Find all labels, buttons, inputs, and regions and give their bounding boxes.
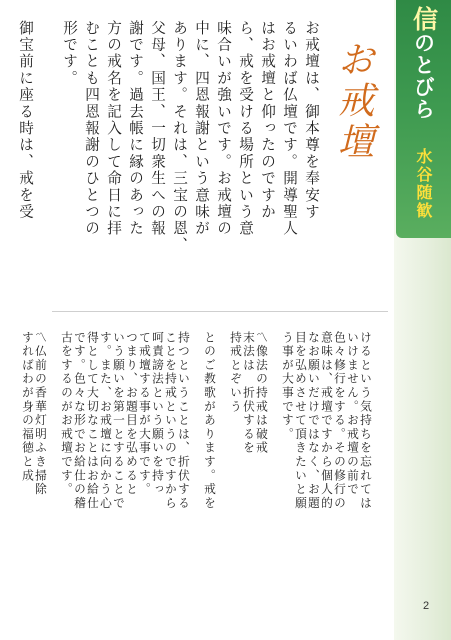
- lower-column: 意味は、戒壇ですから個人的: [320, 331, 334, 511]
- section-divider: [52, 311, 388, 312]
- lower-column: とのご教歌があります。戒を: [203, 331, 217, 511]
- lower-column: なお願いだけではなく、お題: [307, 331, 321, 511]
- author-name: 水谷随歓: [414, 148, 433, 220]
- lower-column: う事が大事です。: [281, 331, 295, 442]
- upper-column: 形です。: [61, 20, 78, 87]
- upper-column: 中に、四恩報謝という意味が: [193, 20, 210, 238]
- lower-column: ことを持戒というのですから: [164, 331, 178, 511]
- lower-column: 得として大切なことはお給仕: [86, 331, 100, 511]
- lower-column: つまり、お題目を弘めると: [125, 331, 139, 497]
- poem-line: すればわが身の福徳と成: [21, 331, 35, 483]
- lower-column: けるという気持ちを忘れては: [359, 331, 373, 511]
- upper-column: 方の戒名を記入して命日に拝: [105, 20, 122, 238]
- lower-column: 目を弘めさせて頂きたいと願: [294, 331, 308, 511]
- lower-column: 色々修行をする。その修行の: [333, 331, 347, 511]
- article-title: お戒壇: [331, 40, 374, 163]
- lower-column: です。色々な形でお給仕の稽: [73, 331, 87, 511]
- upper-column: 味合いが強いです。お戒壇の: [215, 20, 232, 238]
- lower-column: 呵責謗法という願いを持っ: [151, 331, 165, 497]
- lower-column: いけません。お戒壇の前で: [346, 331, 360, 497]
- poem-line: 〽像法の持戒は破戒: [255, 331, 269, 456]
- lower-column: す。また、お戒壇に向かう心: [99, 331, 113, 511]
- poem-line: 末法は 折伏するを: [242, 331, 256, 456]
- series-title: [396, 6, 451, 126]
- upper-column: むことも四恩報謝のひとつの: [83, 20, 100, 238]
- lower-column: 持つということは、折伏する: [177, 331, 191, 511]
- upper-column: るいわば仏壇です。開導聖人: [281, 20, 298, 238]
- lower-column: 古をするのがお戒壇です。: [60, 331, 74, 497]
- upper-column: ら、戒を受ける場所という意: [237, 20, 254, 238]
- lower-column: いう願いを第一とすることで: [112, 331, 126, 511]
- upper-column: お戒壇は、御本尊を奉安す: [303, 20, 320, 221]
- upper-column: 謝です。過去帳に縁のあった: [127, 20, 144, 238]
- series-title-initial: 信: [409, 6, 439, 32]
- series-title-rest: のとびら: [411, 32, 436, 120]
- upper-column: あります。それは、三宝の恩、: [171, 20, 188, 254]
- poem-line: 持戒とぞいう: [229, 331, 243, 414]
- upper-column: 御宝前に座る時は、戒を受: [17, 20, 34, 221]
- upper-column: 父母、国王、一切衆生への報: [149, 20, 166, 238]
- poem-line: 〽仏前の香華灯明ふき掃除: [34, 331, 48, 497]
- page-number: 2: [422, 600, 430, 612]
- upper-column: はお戒壇と仰ったのですか: [259, 20, 276, 221]
- lower-column: て戒壇する事が大事です。: [138, 331, 152, 497]
